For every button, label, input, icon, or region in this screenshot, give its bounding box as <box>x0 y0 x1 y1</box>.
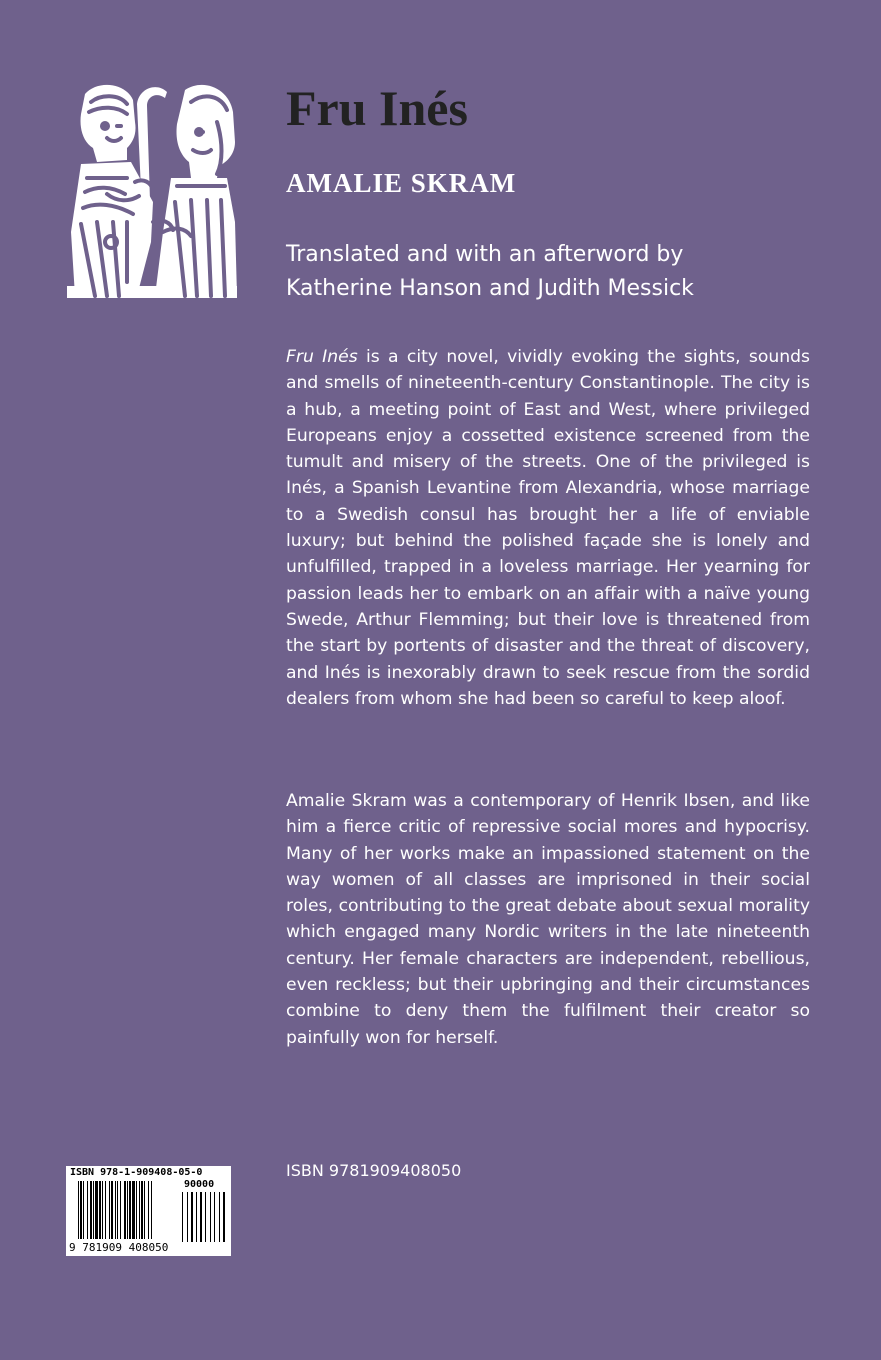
barcode <box>66 1166 231 1256</box>
barcode-bar <box>139 1181 140 1239</box>
barcode-bar <box>90 1181 92 1239</box>
barcode-bar <box>144 1181 145 1239</box>
book-title: Fru Inés <box>286 80 468 136</box>
barcode-bar <box>124 1181 126 1239</box>
barcode-bar <box>132 1181 135 1239</box>
publisher-logo <box>67 82 237 298</box>
barcode-bar <box>127 1181 128 1239</box>
blurb-title-italic: Fru Inés <box>286 347 358 367</box>
barcode-addon-bar <box>196 1192 197 1242</box>
barcode-addon-bar <box>223 1192 225 1242</box>
blurb-paragraph-1-text: is a city novel, vividly evoking the sights, sounds and smells of nineteenth-century Constantinople. The city is a hub, a meeting point of East and West, where privileged Europeans enjoy a cossetted existence screened from the tumult and misery of the streets. One of the privileged is Inés, a Spanish Levantine from Alexandria, whose marriage to a Swedish consul has brought her a life of enviable luxury; but behind the polished façade she is lonely and unfulfilled, trapped in a loveless marriage. Her yearning for passion leads her to embark on an affair with a naïve young Swede, Arthur Flemming; but their love is threatened from the start by portents of disaster and the threat of discovery, and Inés is inexorably drawn to seek rescue from the sordid dealers from whom she had been so careful to keep aloof. <box>286 347 810 709</box>
barcode-addon-bar <box>214 1192 215 1242</box>
translator-line-2: Katherine Hanson and Judith Messick <box>286 276 694 301</box>
barcode-bar <box>99 1181 101 1239</box>
barcode-bar <box>80 1181 82 1239</box>
barcode-bar <box>83 1181 84 1239</box>
barcode-bar <box>148 1181 149 1239</box>
barcode-bar <box>87 1181 88 1239</box>
barcode-bar <box>109 1181 110 1239</box>
barcode-bar <box>111 1181 113 1239</box>
barcode-addon-bar <box>187 1192 188 1242</box>
barcode-bar <box>136 1181 137 1239</box>
barcode-bar <box>120 1181 121 1239</box>
barcode-digits: 9 781909 408050 <box>69 1241 169 1254</box>
carved-figures-icon <box>67 82 237 298</box>
barcode-bar <box>78 1181 79 1239</box>
barcode-bar <box>129 1181 131 1239</box>
barcode-addon-bar <box>200 1192 202 1242</box>
barcode-addon-bar <box>191 1192 193 1242</box>
barcode-addon-bar <box>219 1192 220 1242</box>
barcode-bar <box>117 1181 118 1239</box>
barcode-bar <box>105 1181 106 1239</box>
barcode-bar <box>141 1181 143 1239</box>
barcode-bar <box>102 1181 103 1239</box>
barcode-addon-label: 90000 <box>184 1179 215 1190</box>
barcode-addon-bar <box>205 1192 206 1242</box>
blurb-paragraph-2: Amalie Skram was a contemporary of Henrik Ibsen, and like him a fierce critic of repressive social mores and hypocrisy. Many of her works make an impassioned statement on the way women of all classes are imprisoned in their social roles, contributing to the great debate about sexual morality which engaged many Nordic writers in the late nineteenth century. Her female characters are independent, rebellious, even reckless; but their upbringing and their circumstances combine to deny them the fulfilment their creator so painfully won for herself. <box>286 791 810 1048</box>
translator-credit <box>286 238 826 306</box>
barcode-addon-bar <box>182 1192 183 1242</box>
barcode-isbn-label: ISBN 978-1-909408-05-0 <box>70 1167 203 1178</box>
blurb-paragraph-1 <box>286 344 810 712</box>
author-name: AMALIE SKRAM <box>286 168 517 198</box>
barcode-bar <box>95 1181 98 1239</box>
barcode-bar <box>151 1181 152 1239</box>
translator-line-1: Translated and with an afterword by <box>286 242 684 267</box>
barcode-bar <box>93 1181 94 1239</box>
isbn-number: ISBN 9781909408050 <box>286 1161 462 1180</box>
barcode-bar <box>115 1181 116 1239</box>
barcode-addon-bar <box>210 1192 211 1242</box>
